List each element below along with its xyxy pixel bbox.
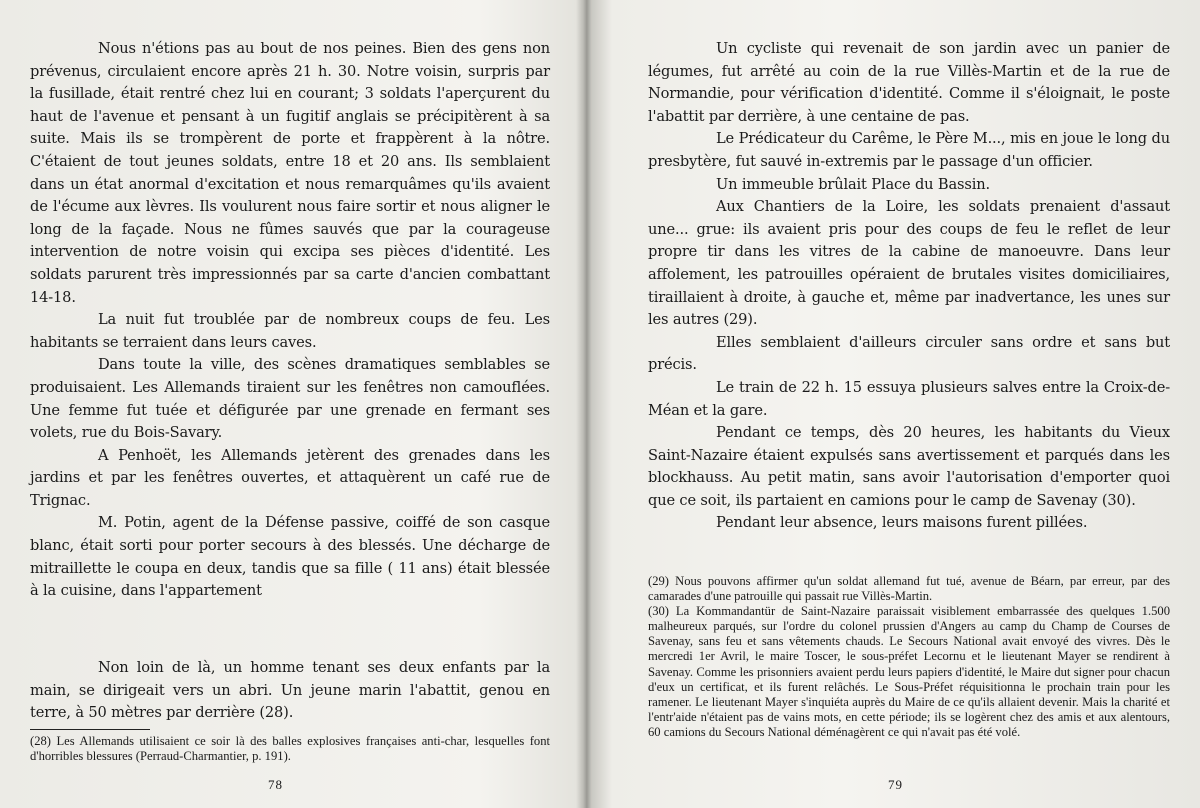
- left-body-text-top: [30, 38, 550, 603]
- footnote-rule: [30, 729, 150, 730]
- paragraph: Un cycliste qui revenait de son jardin avec un panier de légumes, fut arrêté au coin de la rue Villès-Martin et de la rue de Normandie, pour vérification d'identité. Comme il s'éloignait, le poste l'abattit par derrière, à une centaine de pas.: [648, 40, 1170, 125]
- footnote: (28) Les Allemands utilisaient ce soir là des balles explosives françaises anti-char, lesquelles font d'horribles blessures (Perraud-Charmantier, p. 191).: [30, 734, 550, 764]
- paragraph: Nous n'étions pas au bout de nos peines. Bien des gens non prévenus, circulaient encore après 21 h. 30. Notre voisin, surpris par la fusillade, était rentré chez lui en courant; 3 soldats l'aperçurent du haut de l'avenue et pensant à un fugitif anglais se précipitèrent à sa suite. Mais ils se trompèrent de porte et frappèrent à la nôtre. C'étaient de tout jeunes soldats, entre 18 et 20 ans. Ils semblaient dans un état anormal d'excitation et nous remarquâmes qu'ils avaient de l'écume aux lèvres. Ils voulurent nous faire sortir et nous aligner le long de la façade. Nous ne fûmes sauvés que par la courageuse intervention de notre voisin qui excipa ses pièces d'identité. Les soldats parurent très impressionnés par sa carte d'ancien combattant 14-18.: [30, 40, 550, 306]
- paragraph: Un immeuble brûlait Place du Bassin.: [716, 175, 990, 193]
- right-page: [588, 0, 1200, 808]
- footnote: (29) Nous pouvons affirmer qu'un soldat allemand fut tué, avenue de Béarn, par erreur, par des camarades d'une patrouille qui passait rue Villès-Martin.: [648, 574, 1170, 604]
- left-body-text-bottom: [30, 657, 550, 725]
- paragraph: Dans toute la ville, des scènes dramatiques semblables se produisaient. Les Allemands tiraient sur les fenêtres non camouflées. Une femme fut tuée et défigurée par une grenade en fermant ses volets, rue du Bois-Savary.: [30, 356, 550, 442]
- left-page: [0, 0, 583, 808]
- paragraph: Le train de 22 h. 15 essuya plusieurs salves entre la Croix-de-Méan et la gare.: [648, 378, 1170, 419]
- right-body-text: [648, 38, 1170, 535]
- paragraph: A Penhoët, les Allemands jetèrent des grenades dans les jardins et par les fenêtres ouvertes, et attaquèrent un café rue de Trignac.: [30, 446, 550, 509]
- paragraph: Elles semblaient d'ailleurs circuler sans ordre et sans but précis.: [648, 333, 1170, 374]
- paragraph: Non loin de là, un homme tenant ses deux enfants par la main, se dirigeait vers un abri. Un jeune marin l'abattit, genou en terre, à 50 mètres par derrière (28).: [30, 659, 550, 722]
- footnote: (30) La Kommandantür de Saint-Nazaire paraissait visiblement embarrassée des quelques 1.500 malheureux parqués, sur l'ordre du colonel prussien d'Angers au camp du Champ de Courses de Savenay, sans feu et sans vêtements chauds. Le Secours National avait envoyé des vivres. Dès le mercredi 1er Avril, le maire Toscer, le sous-préfet Lecornu et le lieutenant Mayer se rendirent à Savenay. Comme les prisonniers avaient perdu leurs papiers d'identité, le Maire dut signer pour chacun d'eux un certificat, et ils furent relâchés. Le Sous-Préfet réquisitionna le prochain train pour les ramener. Le lieutenant Mayer s'inquiéta auprès du Maire de ce qu'ils allaient devenir. Mais la charité et l'entr'aide n'étaient pas de vains mots, en cette période; ils se logèrent chez des amis et aux alentours, 60 camions du Secours National déménagèrent ce qui n'avait pas été volé.: [648, 604, 1170, 739]
- paragraph: Le Prédicateur du Carême, le Père M..., mis en joue le long du presbytère, fut sauvé in-extremis par le passage d'un officier.: [648, 130, 1170, 170]
- paragraph: Aux Chantiers de la Loire, les soldats prenaient d'assaut une... grue: ils avaient pris pour des coups de feu le reflet de leur propre tir dans les vitres de la cabine de manoeuvre. Dans leur affolement, les patrouilles opéraient de brutales visites domiciliaires, tiraillaient à droite, à gauche et, même par inadvertance, les unes sur les autres (29).: [648, 198, 1170, 329]
- page-number-right: 79: [888, 777, 903, 792]
- paragraph: Pendant leur absence, leurs maisons furent pillées.: [716, 514, 1088, 532]
- left-footnotes: [30, 734, 550, 764]
- page-number-left: 78: [268, 777, 283, 792]
- paragraph: La nuit fut troublée par de nombreux coups de feu. Les habitants se terraient dans leurs caves.: [30, 311, 550, 351]
- right-footnotes: [648, 574, 1170, 740]
- paragraph: Pendant ce temps, dès 20 heures, les habitants du Vieux Saint-Nazaire étaient expulsés sans avertissement et parqués dans les blockhauss. Au petit matin, sans avoir l'autorisation d'emporter quoi que ce soit, ils partaient en camions pour le camp de Savenay (30).: [648, 424, 1170, 509]
- paragraph: M. Potin, agent de la Défense passive, coiffé de son casque blanc, était sorti pour porter secours à des blessés. Une décharge de mitraillette le coupa en deux, tandis que sa fille ( 11 ans) était blessée à la cuisine, dans l'appartement: [30, 514, 550, 600]
